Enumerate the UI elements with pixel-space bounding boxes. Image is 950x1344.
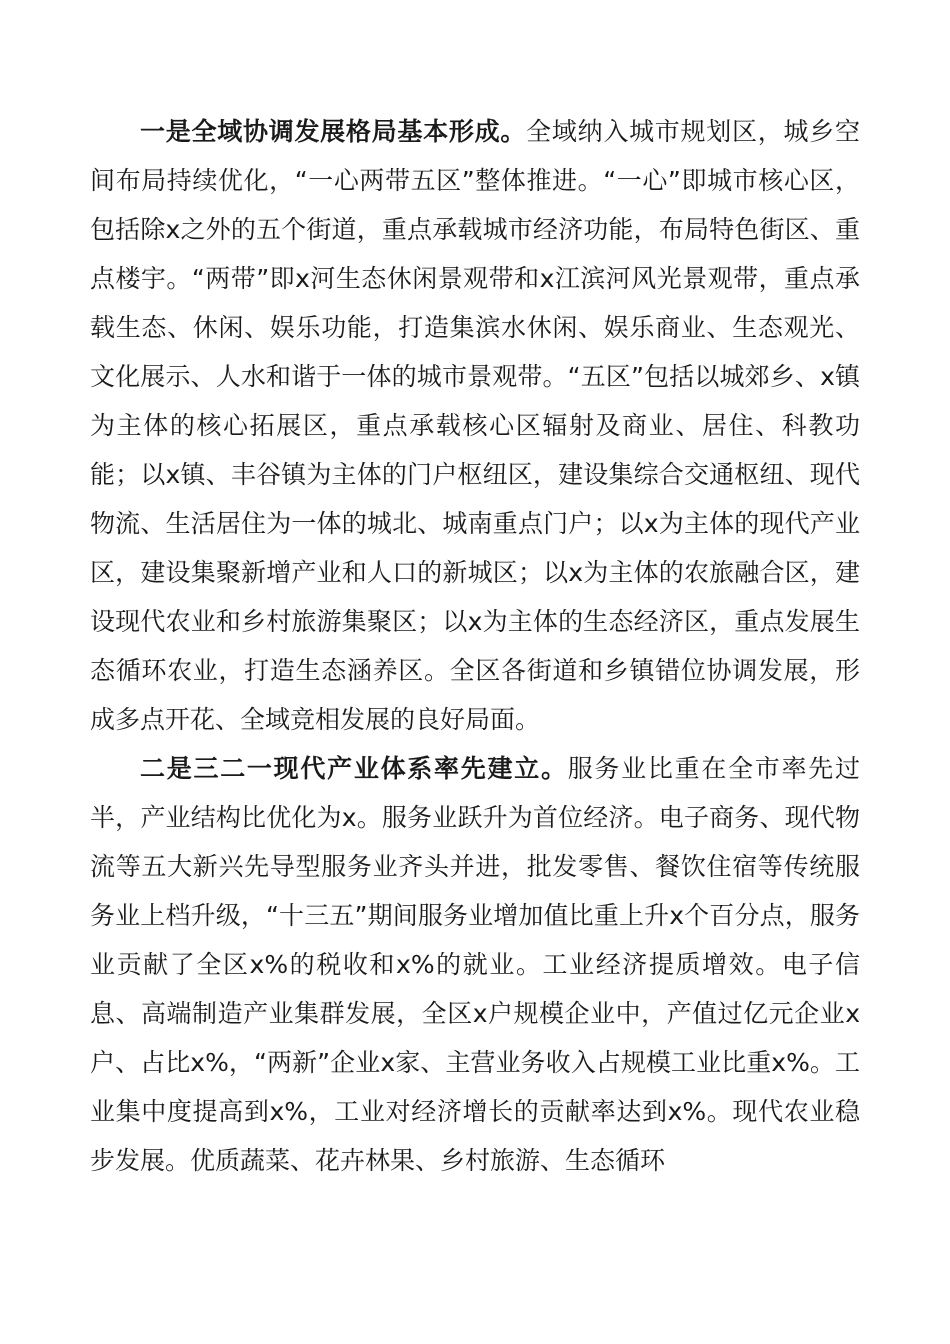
paragraph-1-lead: 一是全域协调发展格局基本形成。 — [140, 117, 527, 146]
paragraph-2 — [90, 744, 860, 1185]
document-body — [90, 107, 860, 1185]
paragraph-1 — [90, 107, 860, 744]
paragraph-2-lead: 二是三二一现代产业体系率先建立。 — [140, 754, 568, 783]
paragraph-1-body: 全域纳入城市规划区，城乡空间布局持续优化，“一心两带五区”整体推进。“一心”即城市核心区，包括除x之外的五个街道，重点承载城市经济功能，布局特色街区、重点楼宇。“两带”即x河生态休闲景观带和x江滨河风光景观带，重点承载生态、休闲、娱乐功能，打造集滨水休闲、娱乐商业、生态观光、文化展示、人水和谐于一体的城市景观带。“五区”包括以城郊乡、x镇为主体的核心拓展区，重点承载核心区辐射及商业、居住、科教功能；以x镇、丰谷镇为主体的门户枢纽区，建设集综合交通枢纽、现代物流、生活居住为一体的城北、城南重点门户；以x为主体的现代产业区，建设集聚新增产业和人口的新城区；以x为主体的农旅融合区，建设现代农业和乡村旅游集聚区；以x为主体的生态经济区，重点发展生态循环农业，打造生态涵养区。全区各街道和乡镇错位协调发展，形成多点开花、全域竞相发展的良好局面。 — [90, 117, 860, 734]
paragraph-2-body: 服务业比重在全市率先过半，产业结构比优化为x。服务业跃升为首位经济。电子商务、现代物流等五大新兴先导型服务业齐头并进，批发零售、餐饮住宿等传统服务业上档升级，“十三五”期间服务业增加值比重上升x个百分点，服务业贡献了全区x%的税收和x%的就业。工业经济提质增效。电子信息、高端制造产业集群发展，全区x户规模企业中，产值过亿元企业x户、占比x%，“两新”企业x家、主营业务收入占规模工业比重x%。工业集中度提高到x%，工业对经济增长的贡献率达到x%。现代农业稳步发展。优质蔬菜、花卉林果、乡村旅游、生态循环 — [90, 754, 860, 1175]
